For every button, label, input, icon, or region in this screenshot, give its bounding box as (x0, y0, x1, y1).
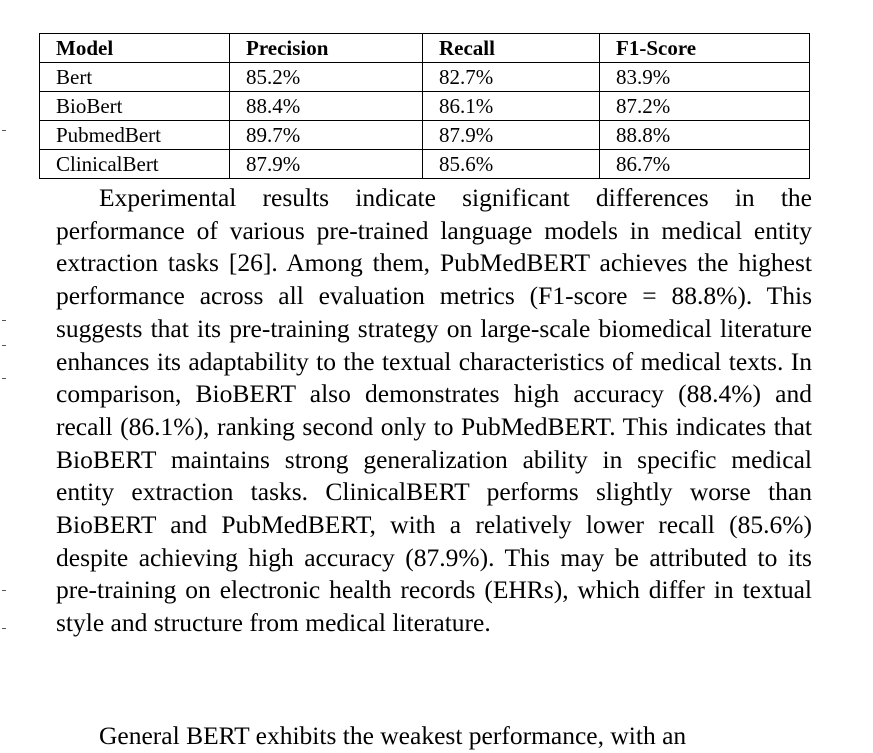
results-table (39, 33, 810, 179)
margin-mark (2, 628, 6, 629)
header-precision: Precision (230, 34, 423, 63)
cell-model: BioBert (40, 92, 230, 121)
cell-model: PubmedBert (40, 121, 230, 150)
table-row (40, 150, 810, 179)
cell-f1-score: 83.9% (600, 63, 810, 92)
header-model: Model (40, 34, 230, 63)
cell-recall: 85.6% (423, 150, 600, 179)
body-paragraph: Experimental results indicate significant differences in the performance of various pre-trained language models in medical entity extraction tasks [26]. Among them, PubMedBERT achieves the highest performance across all evaluation metrics (F1-score = 88.8%). This suggests that its pre-training strategy on large-scale biomedical literature enhances its adaptability to the textual characteristics of medical texts. In comparison, BioBERT also demonstrates high accuracy (88.4%) and recall (86.1%), ranking second only to PubMedBERT. This indicates that BioBERT maintains strong generalization ability in specific medical entity extraction tasks. ClinicalBERT performs slightly worse than BioBERT and PubMedBERT, with a relatively lower recall (85.6%) despite achieving high accuracy (87.9%). This may be attributed to its pre-training on electronic health records (EHRs), which differ in textual style and structure from medical literature. (56, 183, 812, 638)
cell-f1-score: 88.8% (600, 121, 810, 150)
cell-recall: 86.1% (423, 92, 600, 121)
header-recall: Recall (423, 34, 600, 63)
body-paragraph-continued: General BERT exhibits the weakest performance, with an (99, 721, 687, 750)
cell-recall: 82.7% (423, 63, 600, 92)
table-row (40, 92, 810, 121)
margin-mark (2, 320, 6, 321)
cell-precision: 89.7% (230, 121, 423, 150)
cell-precision: 88.4% (230, 92, 423, 121)
cell-f1-score: 86.7% (600, 150, 810, 179)
table-row (40, 121, 810, 150)
cell-f1-score: 87.2% (600, 92, 810, 121)
margin-mark (2, 130, 6, 131)
cell-model: ClinicalBert (40, 150, 230, 179)
margin-mark (2, 378, 6, 379)
cell-recall: 87.9% (423, 121, 600, 150)
cell-precision: 85.2% (230, 63, 423, 92)
table-header-row (40, 34, 810, 63)
cell-precision: 87.9% (230, 150, 423, 179)
cell-model: Bert (40, 63, 230, 92)
table-row (40, 63, 810, 92)
margin-mark (2, 590, 6, 591)
header-f1-score: F1-Score (600, 34, 810, 63)
margin-mark (2, 345, 6, 346)
